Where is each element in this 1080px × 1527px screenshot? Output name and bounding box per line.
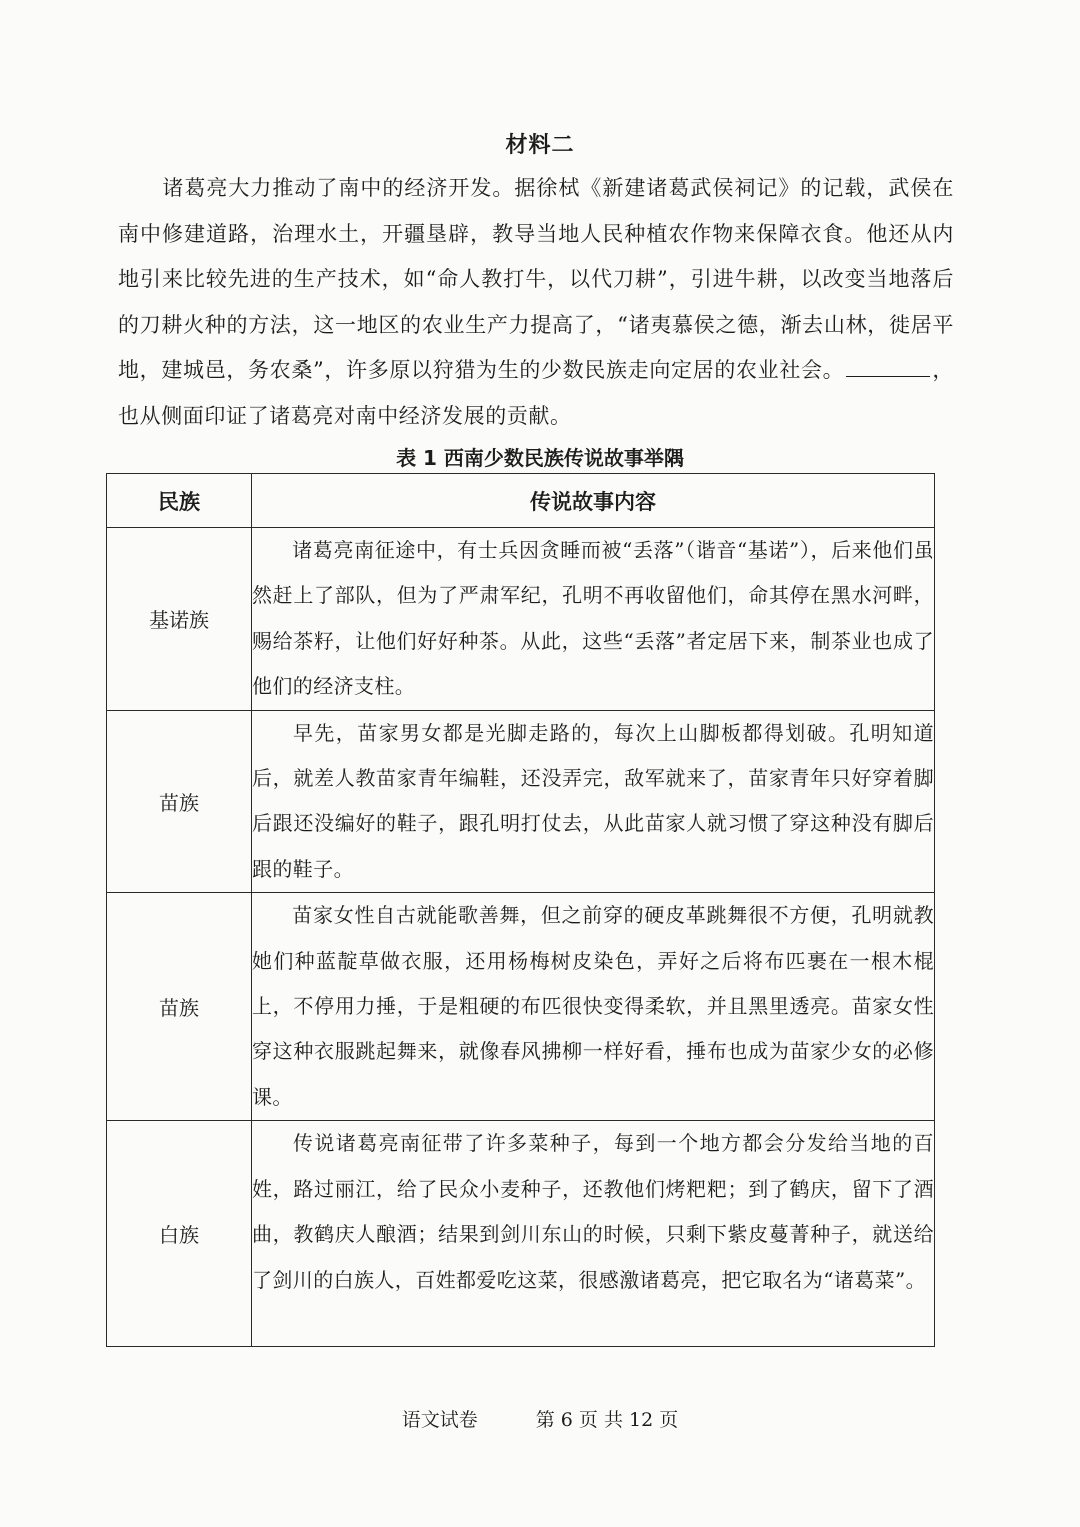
header-people: 民族: [107, 474, 252, 528]
table-row: [107, 710, 935, 893]
row-people: 白族: [107, 1121, 252, 1347]
footer-page-info: 第 6 页 共 12 页: [535, 1409, 679, 1431]
story-text: 传说诸葛亮南征带了许多菜种子，每到一个地方都会分发给当地的百姓，路过丽江，给了民众小麦种子，还教他们烤粑粑；到了鹤庆，留下了酒曲，教鹤庆人酿酒；结果到剑川东山的时候，只剩下紫皮蔓菁种子，就送给了剑川的白族人，百姓都爱吃这菜，很感激诸葛亮，把它取名为“诸葛菜”。: [252, 1131, 934, 1292]
page-footer: [0, 1405, 1080, 1432]
table-row: [107, 1121, 935, 1347]
story-text: 苗家女性自古就能歌善舞，但之前穿的硬皮革跳舞很不方便，孔明就教她们种蓝靛草做衣服，还用杨梅树皮染色，弄好之后将布匹裹在一根木棍上，不停用力捶，于是粗硬的布匹很快变得柔软，并且黑里透亮。苗家女性穿这种衣服跳起舞来，就像春风拂柳一样好看，捶布也成为苗家少女的必修课。: [252, 903, 934, 1109]
row-people: 基诺族: [107, 528, 252, 711]
legend-table: [106, 473, 935, 1347]
story-text: 诸葛亮南征途中，有士兵因贪睡而被“丢落”（谐音“基诺”），后来他们虽然赶上了部队，但为了严肃军纪，孔明不再收留他们，命其停在黑水河畔，赐给茶籽，让他们好好种茶。从此，这些“丢落”者定居下来，制茶业也成了他们的经济支柱。: [252, 538, 934, 699]
table-caption: 表 1 西南少数民族传说故事举隅: [396, 446, 684, 470]
paragraph-text-before-blank: 诸葛亮大力推动了南中的经济开发。据徐栻《新建诸葛武侯祠记》的记载，武侯在南中修建道路，治理水土，开疆垦辟，教导当地人民种植农作物来保障衣食。他还从内地引来比较先进的生产技术，如“命人教打牛，以代刀耕”，引进牛耕，以改变当地落后的刀耕火种的方法，这一地区的农业生产力提高了，“诸夷慕侯之德，渐去山林，徙居平地，建城邑，务农桑”，许多原以狩猎为生的少数民族走向定居的农业社会。: [118, 176, 954, 382]
material-paragraph: [118, 166, 954, 439]
material-title: 材料二: [505, 133, 575, 158]
paragraph-text-after-blank: ，也从侧面印证了诸葛亮对南中经济发展的贡献。: [118, 358, 954, 428]
row-story: [252, 1121, 935, 1347]
fill-in-blank[interactable]: [846, 356, 930, 377]
row-story: [252, 893, 935, 1121]
row-people: 苗族: [107, 710, 252, 893]
story-text: 早先，苗家男女都是光脚走路的，每次上山脚板都得划破。孔明知道后，就差人教苗家青年编鞋，还没弄完，敌军就来了，苗家青年只好穿着脚后跟还没编好的鞋子，跟孔明打仗去，从此苗家人就习惯了穿这种没有脚后跟的鞋子。: [252, 720, 934, 881]
table-row: [107, 893, 935, 1121]
footer-subject: 语文试卷: [401, 1409, 478, 1431]
table-row: [107, 528, 935, 711]
header-story: 传说故事内容: [252, 474, 935, 528]
row-story: [252, 528, 935, 711]
row-people: 苗族: [107, 893, 252, 1121]
table-header-row: [107, 474, 935, 528]
row-story: [252, 710, 935, 893]
